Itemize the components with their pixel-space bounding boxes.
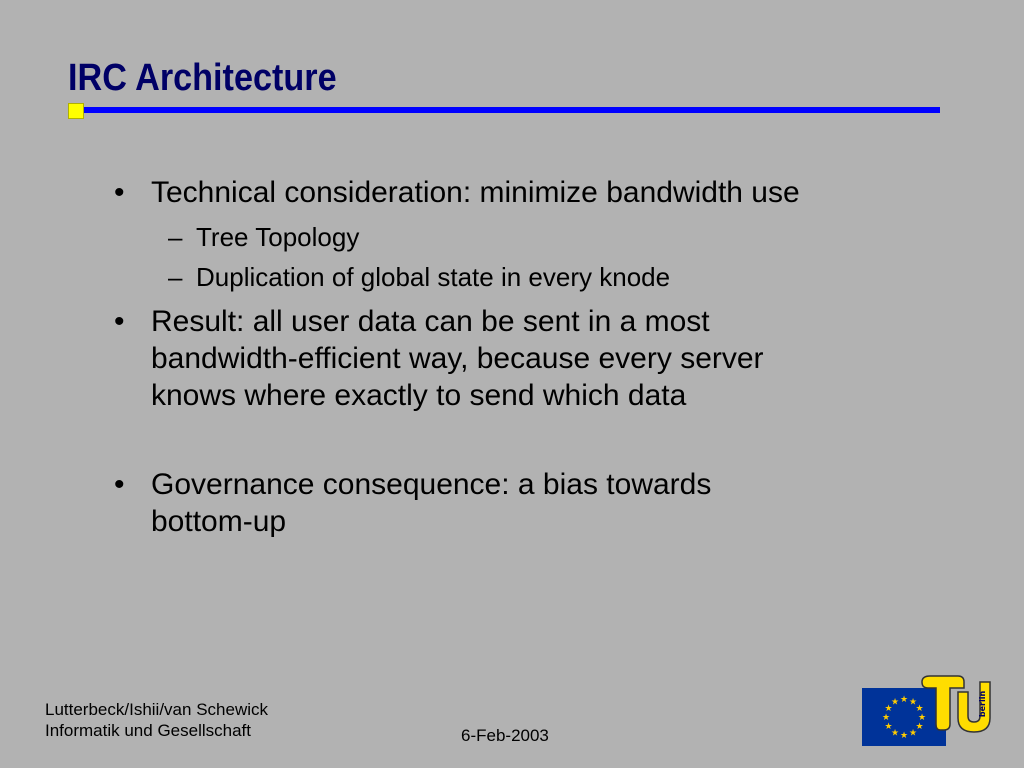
svg-text:★: ★ <box>884 704 893 714</box>
sub-bullet-text: Duplication of global state in every knode <box>196 262 671 292</box>
logo-text: berlin <box>978 690 987 718</box>
footer-course: Informatik und Gesellschaft <box>45 721 251 740</box>
svg-text:★: ★ <box>884 722 893 732</box>
svg-text:★: ★ <box>881 713 891 723</box>
bullet-glyph: • <box>114 176 125 209</box>
bullet-text-line: bandwidth-efficient way, because every server <box>151 342 764 375</box>
bullet-text-line: Governance consequence: a bias towards <box>151 468 712 501</box>
bullet-glyph: • <box>114 468 125 501</box>
footer-credits <box>45 699 268 741</box>
svg-text:★: ★ <box>890 728 900 739</box>
bullet-text-line: bottom-up <box>151 505 287 538</box>
bullet-text-line: Result: all user data can be sent in a most <box>151 305 710 338</box>
svg-text:★: ★ <box>899 731 909 741</box>
tu-berlin-logo-icon <box>918 674 994 736</box>
bullet-text-line: knows where exactly to send which data <box>151 379 687 412</box>
sub-bullet-glyph: – <box>168 262 183 292</box>
svg-text:★: ★ <box>908 697 918 708</box>
svg-text:★: ★ <box>917 713 927 723</box>
svg-text:★: ★ <box>915 722 924 732</box>
svg-text:★: ★ <box>890 697 900 708</box>
slide-title: IRC Architecture <box>68 57 337 99</box>
svg-text:★: ★ <box>908 728 918 739</box>
bullet-text: Technical consideration: minimize bandwidth use <box>151 176 800 209</box>
svg-text:★: ★ <box>915 704 924 714</box>
footer-authors: Lutterbeck/Ishii/van Schewick <box>45 700 268 719</box>
bullet-glyph: • <box>114 305 125 338</box>
sub-bullet-text: Tree Topology <box>196 222 360 252</box>
footer-date: 6-Feb-2003 <box>461 726 549 745</box>
sub-bullet-glyph: – <box>168 222 183 252</box>
svg-text:★: ★ <box>899 695 909 705</box>
